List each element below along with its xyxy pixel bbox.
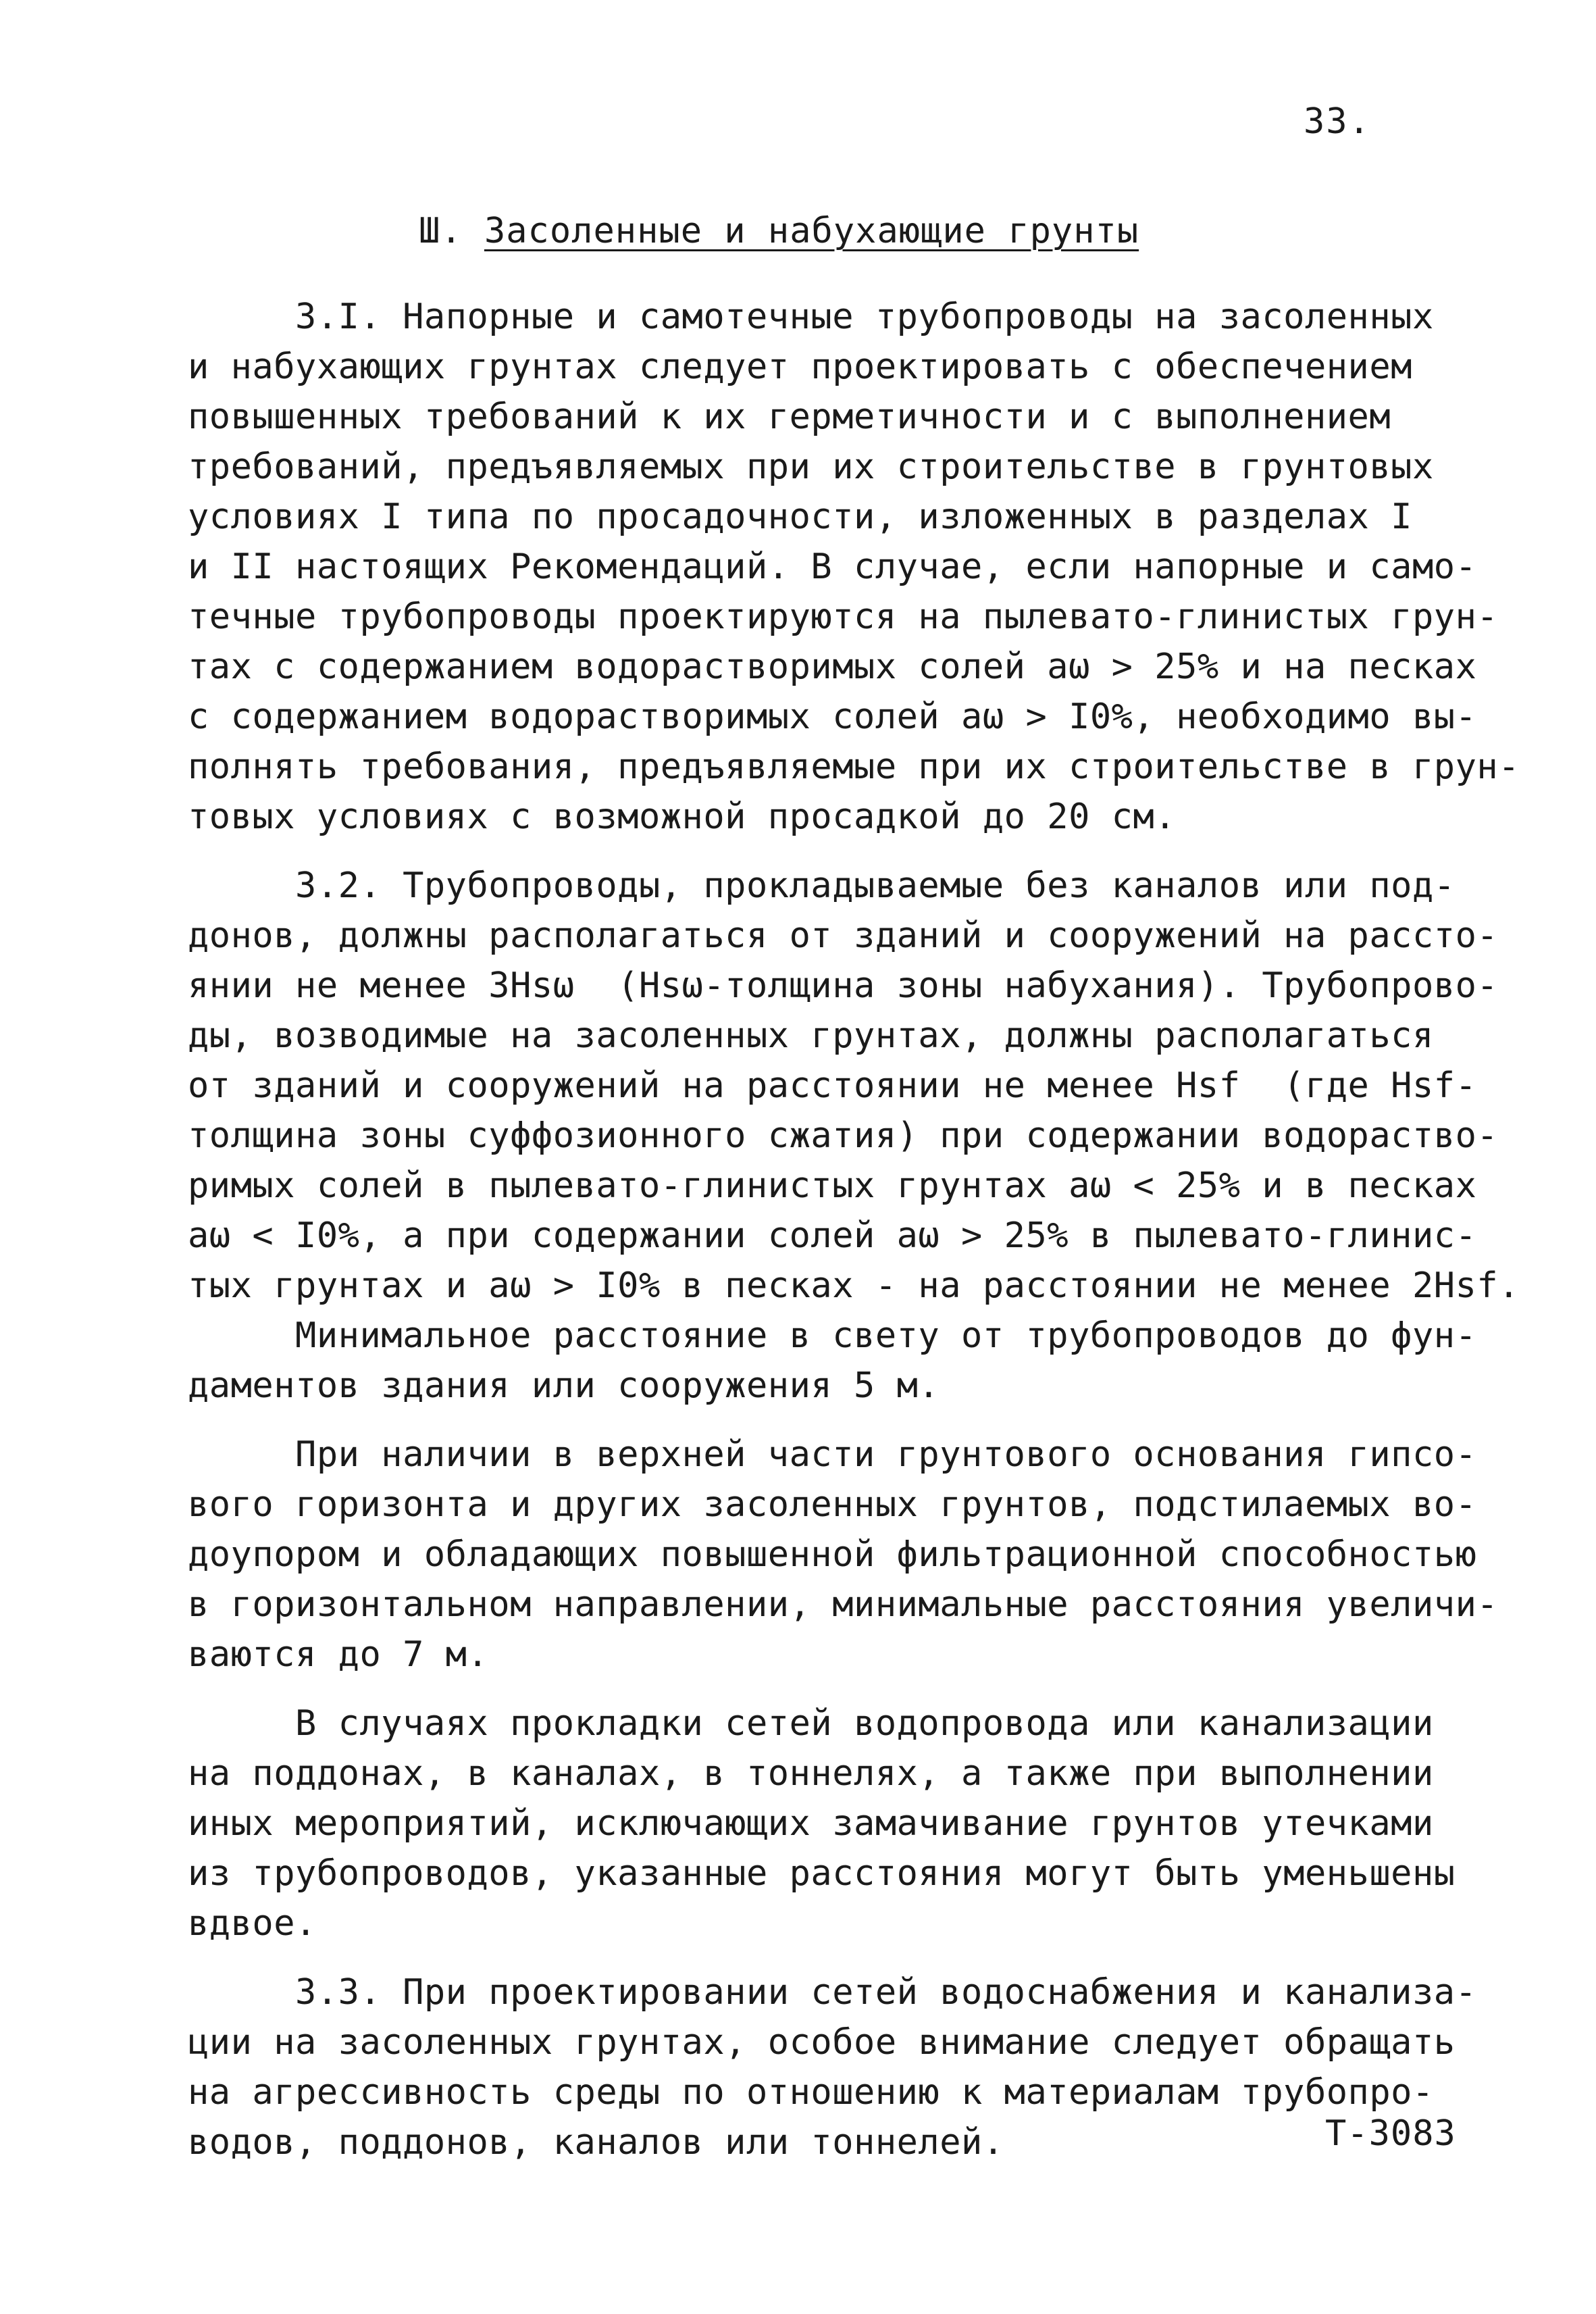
text-line: от зданий и сооружений на расстоянии не менее Hsf (где Hsf- [188,1065,1477,1106]
text-line: повышенных требований к их герметичности и с выполнением [188,397,1391,437]
text-line: ции на засоленных грунтах, особое внимание следует обращать [188,2022,1456,2063]
text-line: В случаях прокладки сетей водопровода или канализации [188,1703,1434,1744]
text-line: Минимальное расстояние в свету от трубопроводов до фун- [188,1315,1477,1356]
text-line: 3.3. При проектировании сетей водоснабжения и канализа- [188,1972,1477,2013]
text-line: в горизонтальном направлении, минимальные расстояния увеличи- [188,1584,1499,1625]
text-line: условиях I типа по просадочности, изложенных в разделах I [188,497,1412,537]
paragraph-gap [188,842,1458,861]
text-line: доупором и обладающих повышенной фильтрационной способностью [188,1534,1477,1575]
text-line: на агрессивность среды по отношению к материалам трубопро- [188,2072,1434,2113]
paragraph-gap [188,1948,1458,1967]
text-line: и набухающих грунтах следует проектировать с обеспечением [188,347,1412,387]
text-line: вдвое. [188,1903,317,1944]
text-line: ваются до 7 м. [188,1634,489,1675]
text-line: товых условиях с возможной просадкой до 20 см. [188,797,1177,837]
text-line: и II настоящих Рекомендаций. В случае, если напорные и само- [188,547,1477,587]
body-text [188,292,1520,2167]
section-title: Засоленные и набухающие грунты [484,211,1139,251]
paragraph [188,1699,1458,1948]
text-line: тах с содержанием водорастворимых солей aω > 25% и на песках [188,647,1477,687]
text-line: с содержанием водорастворимых солей aω > I0%, необходимо вы- [188,697,1477,737]
text-line: При наличии в верхней части грунтового основания гипсо- [188,1434,1477,1475]
text-line: течные трубопроводы проектируются на пылевато-глинистых грун- [188,597,1499,637]
text-line: даментов здания или сооружения 5 м. [188,1365,940,1406]
text-line: тых грунтах и aω > I0% в песках - на расстоянии не менее 2Hsf. [188,1265,1520,1306]
text-line: донов, должны располагаться от зданий и сооружений на рассто- [188,915,1499,956]
paragraph-gap [188,1411,1458,1430]
text-line: 3.2. Трубопроводы, прокладываемые без каналов или под- [188,865,1456,906]
paragraph [188,292,1520,842]
text-line: римых солей в пылевато-глинистых грунтах aω < 25% и в песках [188,1165,1477,1206]
text-line: aω < I0%, а при содержании солей aω > 25% в пылевато-глинис- [188,1215,1477,1256]
section-heading [419,211,1139,251]
page-number: 33. [1304,101,1371,142]
paragraph-gap [188,1680,1458,1699]
text-line: требований, предъявляемых при их строительстве в грунтовых [188,447,1434,487]
text-line: иных мероприятий, исключающих замачивание грунтов утечками [188,1803,1434,1844]
text-line: 3.I. Напорные и самотечные трубопроводы на засоленных [188,297,1434,337]
text-line: толщина зоны суффозионного сжатия) при содержании водораство- [188,1115,1499,1156]
paragraph [188,1967,1477,2167]
document-code: Т-3083 [1325,2113,1456,2154]
paragraph [188,1430,1499,1680]
text-line: на поддонах, в каналах, в тоннелях, а также при выполнении [188,1753,1434,1794]
text-line: водов, поддонов, каналов или тоннелей. [188,2122,1004,2163]
text-line: вого горизонта и других засоленных грунтов, подстилаемых во- [188,1484,1477,1525]
section-numeral: Ш. [419,211,463,251]
text-line: из трубопроводов, указанные расстояния могут быть уменьшены [188,1853,1456,1894]
text-line: янии не менее 3Hsω (Hsω-толщина зоны набухания). Трубопрово- [188,965,1499,1006]
paragraph [188,861,1520,1411]
text-line: полнять требования, предъявляемые при их строительстве в грун- [188,747,1520,787]
text-line: ды, возводимые на засоленных грунтах, должны располагаться [188,1015,1434,1056]
